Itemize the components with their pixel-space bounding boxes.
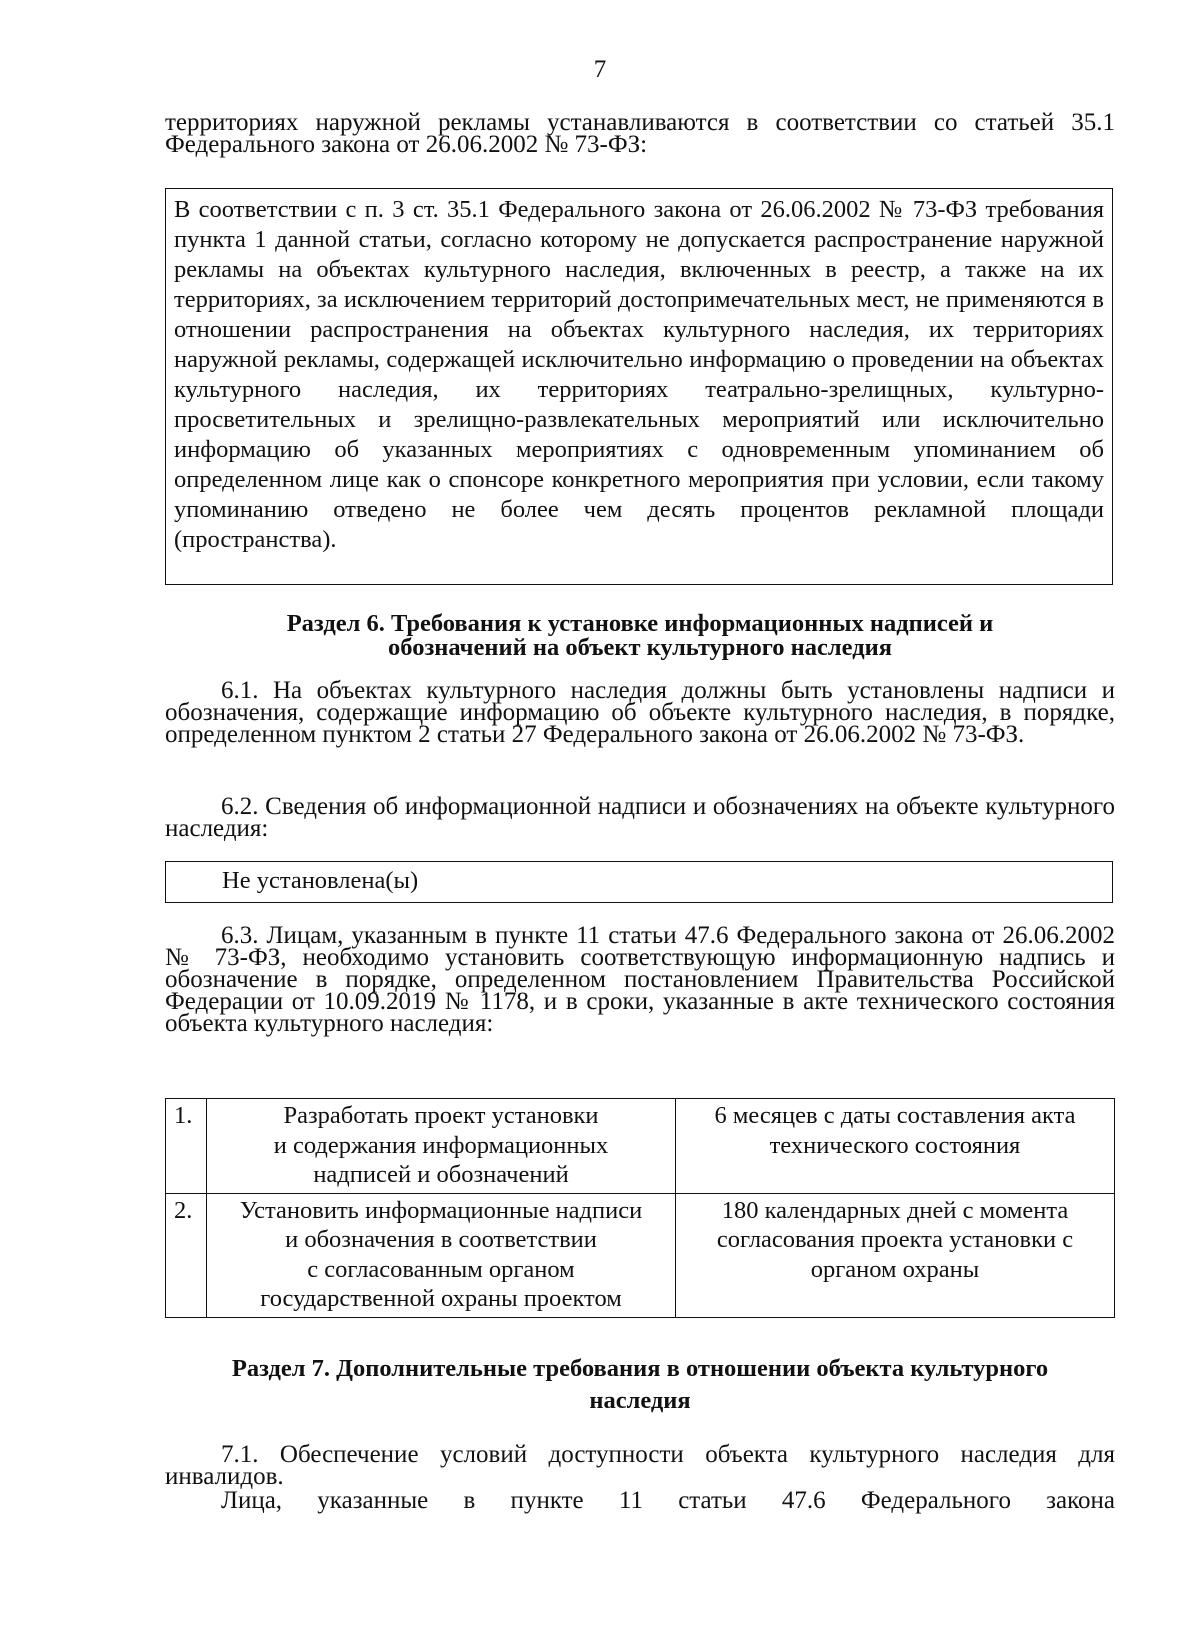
term-line: согласования проекта установки с — [716, 1226, 1074, 1253]
intro-paragraph: территориях наружной рекламы устанавливаются в соответствии со статьей 35.1 Федерального закона от 26.06.2002 № 73-ФЗ: — [165, 109, 1115, 158]
term-line: органом охраны — [810, 1255, 980, 1283]
paragraph-6-2: 6.2. Сведения об информационной надписи и обозначениях на объекте культурного наследия: — [165, 793, 1115, 842]
page-number: 7 — [593, 56, 607, 83]
advertising-exception-box — [165, 188, 1113, 585]
section-6-heading — [165, 612, 1115, 660]
section-7-heading-line-1: Раздел 7. Дополнительные требования в отношении объекта культурного — [231, 1355, 1049, 1382]
task-line: государственной охраны проектом — [260, 1285, 622, 1312]
inscription-status-box — [165, 861, 1113, 903]
paragraph-7-1: 7.1. Обеспечение условий доступности объекта культурного наследия для инвалидов. — [165, 1441, 1115, 1490]
paragraph-6-1: 6.1. На объектах культурного наследия должны быть установлены надписи и обозначения, содержащие информацию об объекте культурного наследия, в порядке, определенном пунктом 2 статьи 27 Федерального закона от 26.06.2002 № 73-ФЗ. — [165, 677, 1115, 748]
row-number: 1. — [166, 1099, 207, 1194]
section-6-heading-line-1: Раздел 6. Требования к установке информационных надписей и — [286, 610, 994, 637]
installation-schedule-table — [165, 1098, 1115, 1318]
paragraph-7-1-continuation: Лица, указанные в пункте 11 статьи 47.6 Федерального закона — [221, 1487, 1115, 1514]
task-line: надписей и обозначений — [313, 1161, 569, 1188]
section-7-heading — [165, 1353, 1115, 1417]
task-line: и обозначения в соответствии — [285, 1226, 597, 1253]
term-line: 180 календарных дней с момента — [721, 1196, 1069, 1224]
row-number: 2. — [166, 1193, 207, 1317]
inscription-status-text: Не установлена(ы) — [222, 867, 419, 894]
task-line: с согласованным органом — [307, 1255, 575, 1283]
task-line: и содержания информационных — [273, 1131, 609, 1159]
term-cell — [676, 1193, 1115, 1317]
task-cell — [207, 1193, 676, 1317]
task-cell — [207, 1099, 676, 1194]
term-line: 6 месяцев с даты составления акта — [714, 1102, 1076, 1129]
table-row — [166, 1099, 1115, 1194]
advertising-exception-text: В соответствии с п. 3 ст. 35.1 Федерального закона от 26.06.2002 № 73-ФЗ требования пункта 1 данной статьи, согласно которому не допускается распространение наружной рекламы на объектах культурного наследия, включенных в реестр, а также на их территориях, за исключением территорий достопримечательных мест, не применяются в отношении распространения на объектах культурного наследия, их территориях наружной рекламы, содержащей исключительно информацию о проведении на объектах культурного наследия, их территориях театрально-зрелищных, культурно-просветительных и зрелищно-развлекательных мероприятий или исключительно информацию об указанных мероприятиях с одновременным упоминанием об определенном лице как о спонсоре конкретного мероприятия при условии, если такому упоминанию отведено не более чем десять процентов рекламной площади (пространства). — [174, 196, 1104, 553]
task-line: Установить информационные надписи — [239, 1196, 643, 1224]
section-6-heading-line-2: обозначений на объект культурного наследия — [388, 634, 892, 661]
table-row — [166, 1193, 1115, 1317]
term-line: технического состояния — [769, 1131, 1021, 1159]
task-line: Разработать проект установки — [283, 1102, 599, 1129]
paragraph-6-3: 6.3. Лицам, указанным в пункте 11 статьи 47.6 Федерального закона от 26.06.2002 № 73-ФЗ, необходимо установить соответствующую информационную надпись и обозначение в порядке, определенном постановлением Правительства Российской Федерации от 10.09.2019 № 1178, и в сроки, указанные в акте технического состояния объекта культурного наследия: — [165, 922, 1115, 1037]
term-cell — [676, 1099, 1115, 1194]
section-7-heading-line-2: наследия — [589, 1387, 691, 1414]
